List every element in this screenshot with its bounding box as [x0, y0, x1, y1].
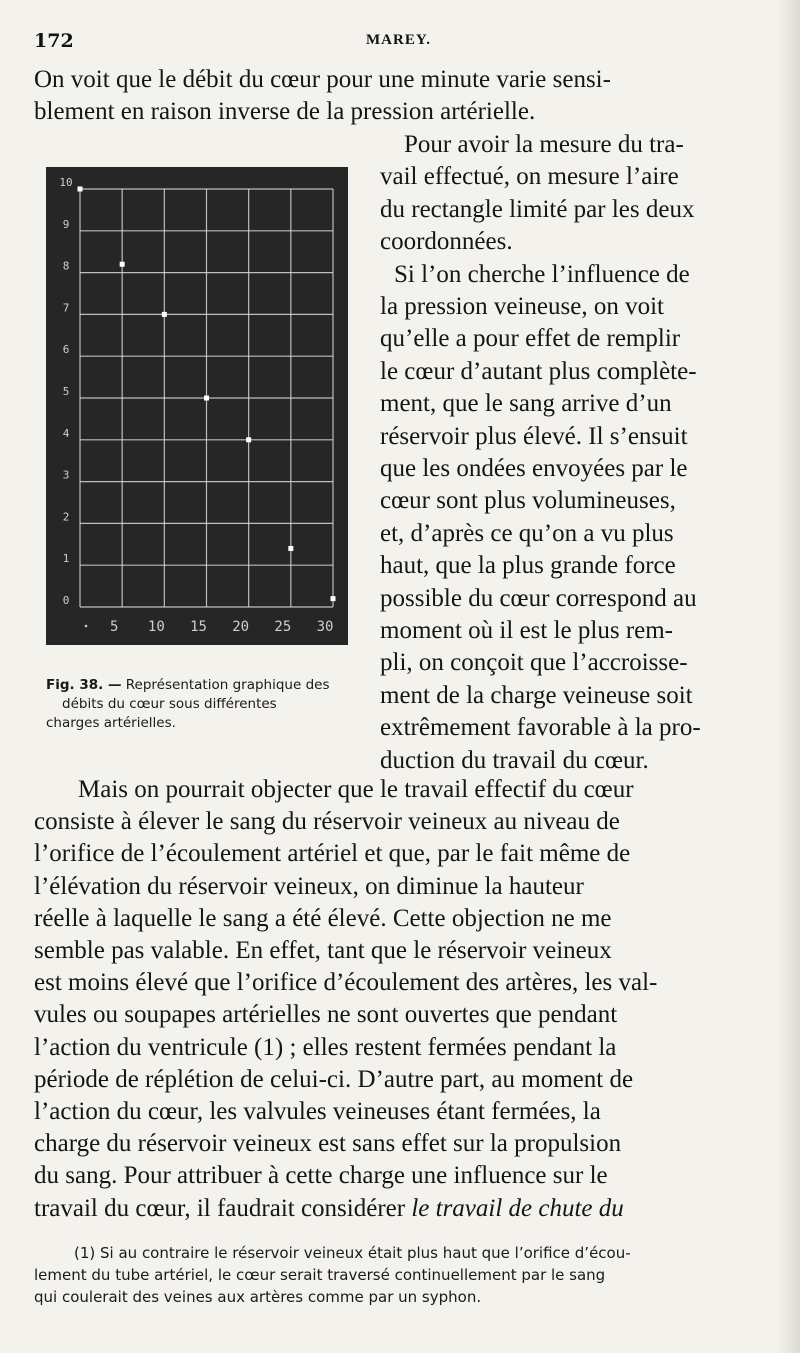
right-column-line: le cœur d’autant plus complète- — [380, 357, 697, 385]
chart-svg — [46, 167, 348, 645]
page-header — [34, 30, 754, 60]
running-title: MAREY. — [366, 32, 432, 48]
body-line: période de réplétion de celui-ci. D’autre part, au moment de — [34, 1065, 634, 1093]
body-line: réelle à laquelle le sang a été élevé. Cette objection ne me — [34, 904, 612, 932]
body-line: vules ou soupapes artérielles ne sont ouvertes que pendant — [34, 1001, 618, 1029]
right-column-line: possible du cœur correspond au — [380, 584, 697, 612]
right-column-line: vail effectué, on mesure l’aire — [380, 163, 679, 191]
caption-line-3: charges artérielles. — [46, 715, 176, 731]
y-tick-label: 9 — [62, 217, 70, 231]
right-column-line: duction du travail du cœur. — [380, 746, 649, 774]
caption-line-1 — [46, 676, 358, 695]
footnote-line-3: qui coulerait des veines aux artères comme par un syphon. — [34, 1288, 482, 1306]
right-column-line: la pression veineuse, on voit — [380, 293, 664, 320]
y-tick-label: 2 — [62, 510, 70, 524]
y-tick-label: 1 — [62, 552, 70, 566]
right-column-line: réservoir plus élevé. Il s’ensuit — [380, 422, 688, 450]
caption-line-1-text: Représentation graphique des — [125, 677, 330, 693]
right-column-line: moment où il est le plus rem- — [380, 617, 674, 644]
page-edge-shadow — [778, 0, 800, 1353]
footnote-line-2: lement du tube artériel, le cœur serait traversé continuellement par le sang — [34, 1266, 606, 1284]
right-column-line: extrêmement favorable à la pro- — [380, 714, 701, 742]
body-line: l’action du cœur, les valvules veineuses étant fermées, la — [34, 1098, 601, 1125]
y-tick-label: 4 — [62, 426, 70, 440]
intro-line-1: On voit que le débit du cœur pour une minute varie sensi- — [34, 66, 611, 93]
y-tick-label: 0 — [62, 594, 70, 607]
footnote-line-1: (1) Si au contraire le réservoir veineux était plus haut que l’orifice d’écou- — [74, 1244, 631, 1262]
caption-line-2: débits du cœur sous différentes — [62, 696, 277, 712]
right-column-line: que les ondées envoyées par le — [380, 455, 688, 482]
data-point — [331, 596, 336, 601]
body-line: l’action du ventricule (1) ; elles restent fermées pendant la — [34, 1033, 617, 1061]
data-point — [162, 312, 167, 317]
body-line — [34, 1195, 624, 1223]
body-line: l’orifice de l’écoulement artériel et que, par le fait même de — [34, 840, 631, 868]
right-column-line: cœur sont plus volumineuses, — [380, 487, 676, 515]
right-column-line: coordonnées. — [380, 228, 513, 256]
right-column-line: pli, on conçoit que l’accroisse- — [380, 649, 688, 677]
right-column-line: du rectangle limité par les deux — [380, 195, 695, 223]
right-column-line: Pour avoir la mesure du tra- — [404, 131, 684, 158]
figure-38-chart — [46, 167, 348, 645]
x-tick-dot — [85, 625, 88, 628]
body-line: est moins élevé que l’orifice d’écoulement des artères, les val- — [34, 969, 658, 997]
body-line: du sang. Pour attribuer à cette charge une influence sur le — [34, 1162, 608, 1190]
right-column-line: ment, que le sang arrive d’un — [380, 390, 672, 418]
x-tick-label: 10 — [147, 619, 165, 635]
x-tick-label: 15 — [190, 619, 207, 635]
body-line: Mais on pourrait objecter que le travail effectif du cœur — [78, 776, 634, 803]
y-tick-label: 3 — [62, 468, 70, 482]
data-point — [288, 546, 293, 551]
figure-caption — [46, 676, 358, 733]
body-italic-phrase: le travail de chute du — [411, 1194, 624, 1222]
right-column-line: haut, que la plus grande force — [380, 552, 676, 580]
right-column-line: ment de la charge veineuse soit — [380, 681, 693, 709]
caption-label: Fig. 38. — — [46, 677, 122, 693]
y-tick-label: 10 — [59, 176, 73, 189]
body-line-text: travail du cœur, il faudrait considérer — [34, 1194, 406, 1222]
x-tick-label: 20 — [232, 619, 250, 635]
right-column-line: Si l’on cherche l’influence de — [394, 260, 690, 288]
x-tick-label: 25 — [274, 619, 292, 635]
data-point — [246, 437, 251, 442]
body-line: semble pas valable. En effet, tant que le réservoir veineux — [34, 937, 612, 964]
intro-line-2: blement en raison inverse de la pression artérielle. — [34, 98, 536, 125]
y-tick-label: 5 — [62, 385, 70, 398]
body-line: l’élévation du réservoir veineux, on diminue la hauteur — [34, 872, 584, 900]
y-tick-label: 6 — [62, 343, 70, 357]
body-line: consiste à élever le sang du réservoir veineux au niveau de — [34, 808, 620, 836]
footnote — [34, 1242, 764, 1308]
x-tick-label: 5 — [109, 619, 119, 635]
page-number: 172 — [34, 30, 74, 52]
data-point — [120, 262, 125, 267]
data-point — [78, 187, 83, 192]
right-column-line: et, d’après ce qu’on a vu plus — [380, 519, 674, 547]
x-tick-label: 30 — [316, 619, 334, 635]
y-tick-label: 8 — [62, 259, 70, 273]
y-tick-label: 7 — [62, 301, 70, 315]
right-column-line: qu’elle a pour effet de remplir — [380, 325, 681, 353]
data-point — [204, 396, 209, 401]
body-line: charge du réservoir veineux est sans effet sur la propulsion — [34, 1130, 622, 1158]
